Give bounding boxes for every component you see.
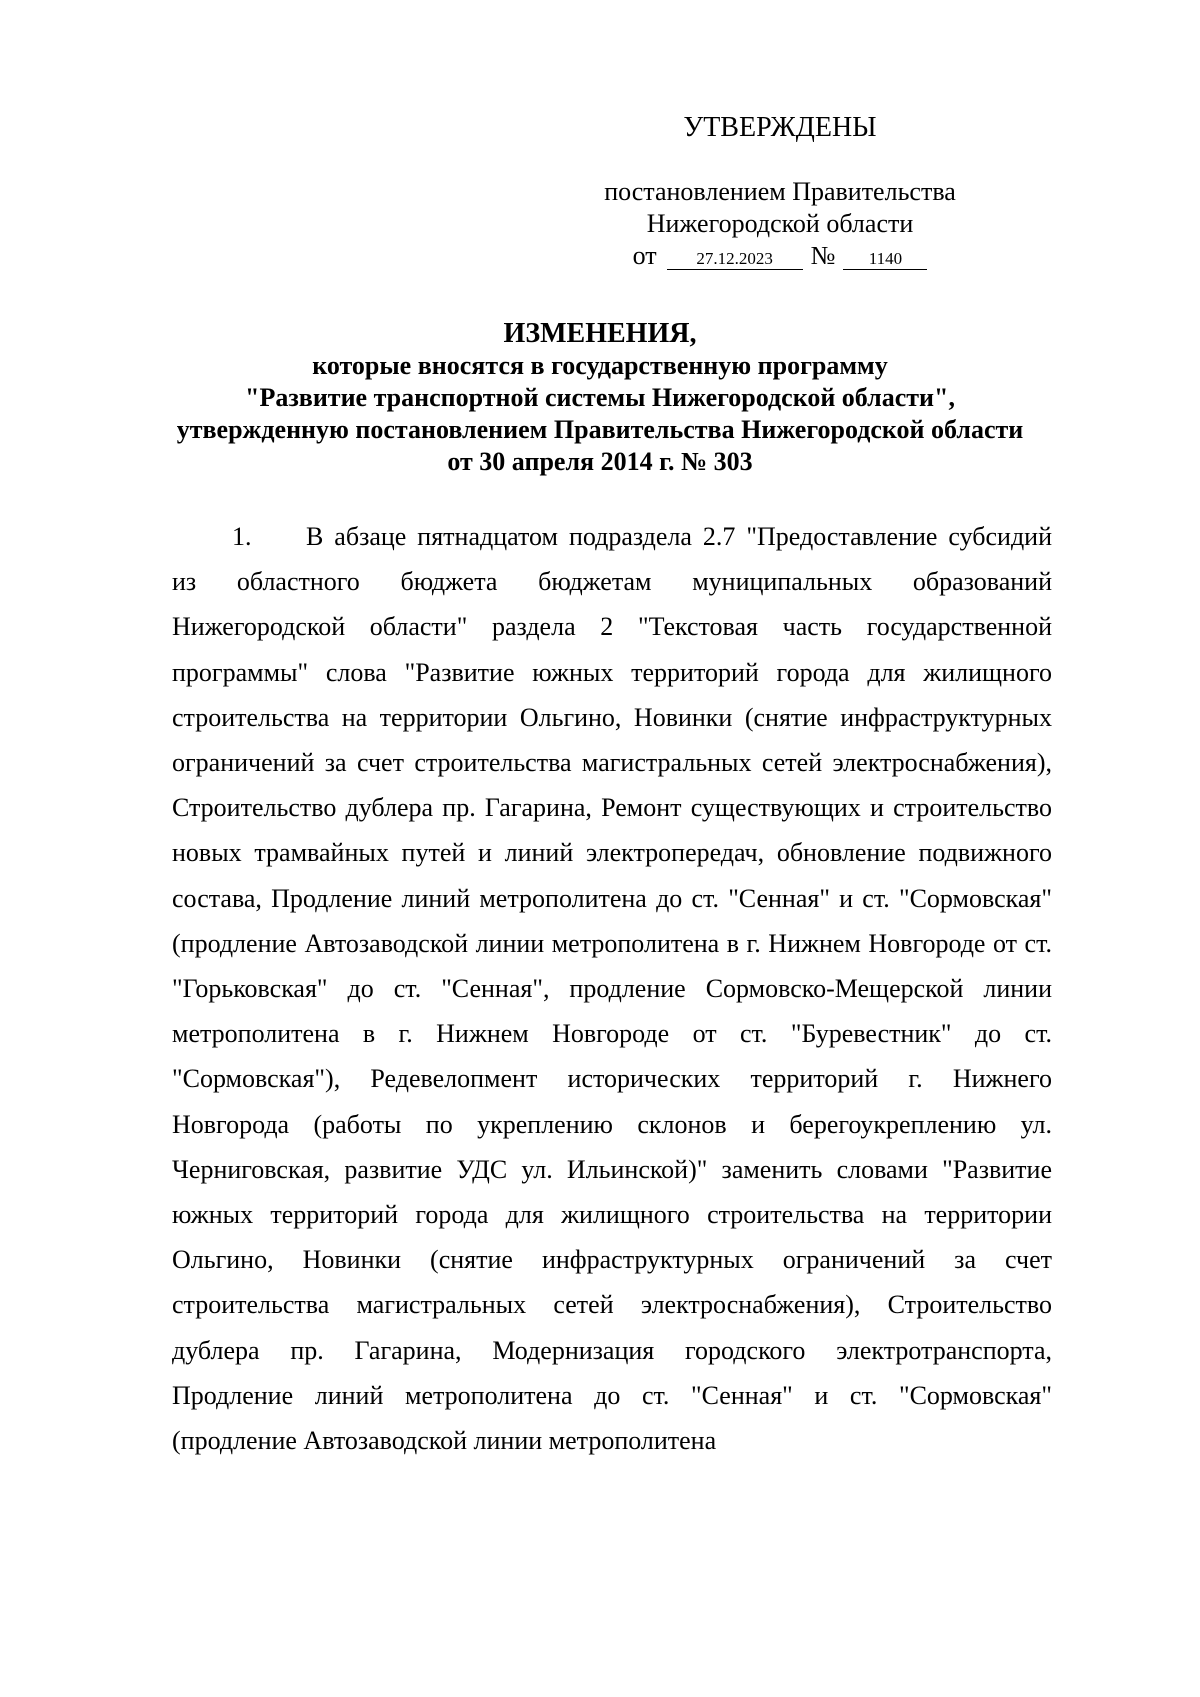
heading-line-2: "Развитие транспортной системы Нижегородской области", <box>245 383 955 412</box>
paragraph-1 <box>172 514 1052 1463</box>
body-text <box>172 514 1052 1463</box>
document-heading <box>90 318 1110 478</box>
paragraph-text: В абзаце пятнадцатом подраздела 2.7 "Предоставление субсидий из областного бюджета бюджетам муниципальных образований Нижегородской области" раздела 2 "Текстовая часть государственной программы" слова "Развитие южных территорий города для жилищного строительства на территории Ольгино, Новинки (снятие инфраструктурных ограничений за счет строительства магистральных сетей электроснабжения), Строительство дублера пр. Гагарина, Ремонт существующих и строительство новых трамвайных путей и линий электропередач, обновление подвижного состава, Продление линий метрополитена до ст. "Сенная" и ст. "Сормовская" (продление Автозаводской линии метрополитена в г. Нижнем Новгороде от ст. "Горьковская" до ст. "Сенная", продление Сормовско-Мещерской линии метрополитена в г. Нижнем Новгороде от ст. "Буревестник" до ст. "Сормовская"), Редевелопмент исторических территорий г. Нижнего Новгорода (работы по укреплению склонов и берегоукреплению ул. Черниговская, развитие УДС ул. Ильинской)" заменить словами "Развитие южных территорий города для жилищного строительства на территории Ольгино, Новинки (снятие инфраструктурных ограничений за счет строительства магистральных сетей электроснабжения), Строительство дублера пр. Гагарина, Модернизация городского электротранспорта, Продление линий метрополитена до ст. "Сенная" и ст. "Сормовская" (продление Автозаводской линии метрополитена <box>172 522 1052 1456</box>
approval-number: 1140 <box>843 249 927 270</box>
heading-line-1: которые вносятся в государственную программу <box>312 351 888 380</box>
approval-date: 27.12.2023 <box>667 249 803 270</box>
heading-line-3: утвержденную постановлением Правительства Нижегородской области <box>176 415 1024 444</box>
number-sign: № <box>810 241 836 270</box>
approval-block <box>560 112 1000 272</box>
approval-date-line <box>560 240 1000 272</box>
date-prefix: от <box>632 241 657 270</box>
heading-line-4: от 30 апреля 2014 г. № 303 <box>447 447 753 476</box>
item-number: 1. <box>232 522 252 551</box>
approval-line-1: постановлением Правительства <box>604 177 956 206</box>
approval-title: УТВЕРЖДЕНЫ <box>683 112 877 143</box>
heading-title: ИЗМЕНЕНИЯ, <box>503 318 697 349</box>
approval-line-2: Нижегородской области <box>646 209 914 238</box>
